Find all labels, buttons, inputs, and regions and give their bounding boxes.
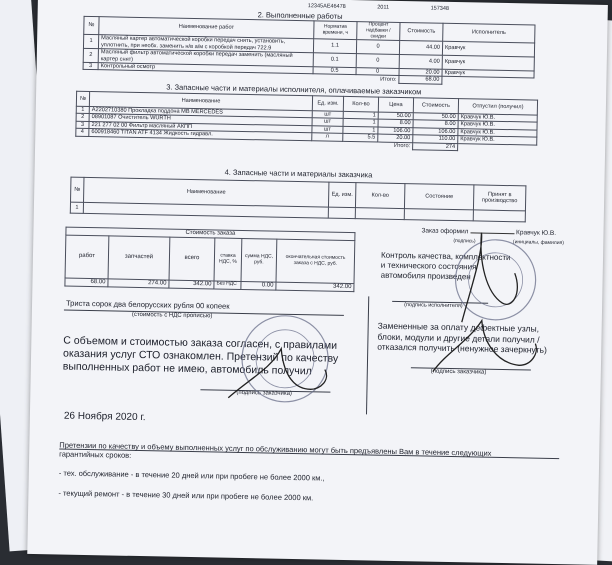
parts-exec-cell-qty: 1 xyxy=(343,111,378,119)
divider xyxy=(366,296,369,414)
parts-exec-cell-qty: 1 xyxy=(343,126,378,134)
parts-exec-cell-name: A2202710380 Прокладка поддона MB MERCEDES xyxy=(89,107,312,119)
header-strip xyxy=(308,3,449,12)
cost-header-final: окончательная стоимость заказа с НДС, руб. xyxy=(276,239,355,283)
parts-exec-cell-cost: 106.00 xyxy=(413,128,458,136)
works-total-value: 68.00 xyxy=(399,76,442,84)
cost-header-total: всего xyxy=(169,237,215,281)
parts-client-cell-num: 1 xyxy=(70,202,83,213)
parts-exec-cell-unit: л xyxy=(312,133,343,141)
works-cell-name: Масляный фильтр автоматической коробки передач заменить (масляный картер снят) xyxy=(98,49,313,67)
works-cell-norm: 1.1 xyxy=(313,39,356,54)
works-cell-norm: 0.1 xyxy=(313,53,356,68)
works-cell-norm: 0.5 xyxy=(313,67,356,75)
amount-caption: (стоимость с НДС прописью) xyxy=(131,311,213,320)
works-cell-name: Контрольный осмотр xyxy=(98,63,313,75)
parts-client-header-num: № xyxy=(71,177,84,202)
parts-exec-header-price: Цена xyxy=(378,97,413,113)
parts-client-title: 4. Запасные части и материалы заказчика xyxy=(224,167,373,180)
works-header-exec: Исполнитель xyxy=(443,23,535,43)
parts-exec-cell-unit: шт xyxy=(312,118,343,126)
works-table xyxy=(82,16,535,86)
parts-exec-total-value: 274 xyxy=(413,142,458,150)
order-sig-caption: (подпись) xyxy=(453,238,476,245)
parts-exec-header-unit: Ед. изм. xyxy=(312,96,343,112)
parts-exec-header-name: Наименование xyxy=(89,92,312,111)
signature-client-2 xyxy=(427,312,548,384)
cost-value-total: 342.00 xyxy=(169,280,214,289)
parts-client-header-accepted: Принят в производство xyxy=(473,185,525,211)
parts-exec-cell-cost: 50.00 xyxy=(413,113,458,121)
parts-exec-cell-who: Кравчук Ю.В. xyxy=(458,128,537,137)
parts-exec-cell-name: 08901087 Очиститель WURTH xyxy=(89,114,312,126)
parts-exec-cell-price: 50.00 xyxy=(378,112,413,120)
parts-exec-header-num: № xyxy=(76,91,89,106)
parts-exec-cell-name: 221 277 02 00 Фильтр масляный АКПП xyxy=(89,121,312,133)
date: 26 Ноября 2020 г. xyxy=(63,410,146,424)
cost-value-parts: 274.00 xyxy=(108,279,169,288)
cost-value-vat-rate: Без НДС xyxy=(214,281,241,289)
works-header-norm: Норматив времени, ч xyxy=(314,21,357,40)
works-cell-pct: 0 xyxy=(356,54,399,69)
parts-exec-cell-who: Кравчук Ю.В. xyxy=(458,121,537,130)
works-header-pct: Процент надбавки / скидки xyxy=(357,22,400,41)
order-name: Кравчук Ю.В. xyxy=(516,229,557,237)
cost-header-vat-sum: сумма НДС, руб. xyxy=(241,238,277,282)
parts-exec-title: 3. Запасные части и материалы исполнителя, оплачиваемые заказчиком xyxy=(166,82,422,97)
cost-header-parts: запчастей xyxy=(108,236,170,280)
parts-exec-cell-who: Кравчук Ю.В. xyxy=(458,114,537,123)
works-cell-cost: 44.00 xyxy=(399,41,442,56)
header-strip-b: 2011 xyxy=(377,4,390,11)
cost-header-row xyxy=(65,235,355,284)
exec-sig-caption: (подпись исполнителя) xyxy=(404,302,463,310)
works-cell-pct: 0 xyxy=(356,68,399,76)
replaced-text: Замененные за оплату дефектные узлы, блоки, модули и другие детали получил / отказался получить (ненужное зачеркнуть) xyxy=(377,320,547,356)
works-title: 2. Выполненные работы xyxy=(257,10,343,21)
agree-text: С объемом и стоимостью заказа согласен, с правилами оказания услуг СТО ознакомлен. Претензий по качеству выполненных работ не имею, автомобиль получил xyxy=(62,334,339,378)
claims-item-1: - тех. обслуживание - в течение 20 дней или при пробеге не более 2000 км., xyxy=(58,468,325,483)
parts-exec-header-who: Отпустил (получил) xyxy=(458,99,537,116)
works-cell-num: 2 xyxy=(83,48,98,62)
works-total-label: Итого: xyxy=(380,76,397,83)
parts-exec-total-label: Итого: xyxy=(393,142,411,150)
parts-client-header-unit: Ед. изм. xyxy=(328,182,355,208)
works-cell-num: 1 xyxy=(83,35,98,49)
parts-exec-cell-num: 3 xyxy=(76,121,89,129)
works-cell-exec: Кравчук xyxy=(442,55,534,71)
header-strip-c: 157348 xyxy=(430,5,450,12)
works-header-num: № xyxy=(84,16,99,35)
claims-item-2: - текущий ремонт - в течение 30 дней или при пробеге не более 2000 км. xyxy=(58,488,314,503)
client-sig-caption: (подпись заказчика) xyxy=(236,389,293,397)
cost-table xyxy=(64,227,355,292)
client-sig-caption-2: (подпись заказчика) xyxy=(430,368,487,376)
works-cell-name: Масляный картер автоматической коробки передач снять, установить, уплотнить, при необх. заменить н/в а/м с коробкой передач 722.9 xyxy=(98,35,313,53)
parts-exec-cell-name: 600918460 TITAN ATF 4134 Жидкость гидравл. xyxy=(89,129,312,141)
parts-exec-cell-cost: 8.00 xyxy=(413,120,458,128)
claims-intro: Претензии по качеству и объему выполненных услуг по обслуживанию могут быть предъявлены Вам в течение следующих гарантийных сроков: xyxy=(59,440,492,461)
cost-header-vat-rate: ставка НДС, % xyxy=(214,238,242,282)
works-cell-exec: Кравчук xyxy=(442,42,534,58)
parts-exec-table xyxy=(75,91,538,153)
works-header-cost: Стоимость xyxy=(400,22,443,41)
parts-exec-cell-qty: 1 xyxy=(343,119,378,127)
cost-title: Стоимость заказа xyxy=(66,227,355,240)
parts-exec-cell-price: 8.00 xyxy=(378,119,413,127)
parts-client-table xyxy=(70,177,527,223)
parts-exec-cell-price: 20.00 xyxy=(378,134,413,142)
header-strip-a: 12345АЕ46478 xyxy=(307,3,346,10)
cost-value-final: 342.00 xyxy=(276,282,354,291)
parts-exec-header-cost: Стоимость xyxy=(413,98,458,114)
quality-text: Контроль качества, комплектности и технического состояния автомобиля произведен xyxy=(380,250,511,282)
parts-exec-cell-num: 4 xyxy=(76,129,89,137)
parts-exec-header-qty: Кол-во xyxy=(343,96,378,112)
parts-client-header-name: Наименование xyxy=(84,177,329,207)
cost-header-work: работ xyxy=(65,235,109,279)
works-cell-num: 3 xyxy=(83,62,98,70)
parts-exec-cell-cost: 110.00 xyxy=(413,135,458,143)
parts-exec-cell-who: Кравчук Ю.В. xyxy=(458,136,537,145)
order-name-caption: (инициалы, фамилия) xyxy=(512,239,564,247)
parts-client-header-qty: Кол-во xyxy=(355,183,404,209)
works-cell-cost: 20.00 xyxy=(399,68,442,76)
parts-exec-cell-unit: шт xyxy=(312,126,343,134)
parts-exec-cell-qty: 5.5 xyxy=(343,134,378,142)
works-cell-exec: Кравчук xyxy=(442,69,534,78)
parts-exec-cell-num: 2 xyxy=(76,114,89,122)
parts-exec-cell-num: 1 xyxy=(76,106,89,114)
cost-value-vat-sum: 0.00 xyxy=(241,281,276,290)
parts-client-header-state: Состояние xyxy=(404,184,473,210)
cost-value-work: 68.00 xyxy=(65,278,108,287)
signature-client-1 xyxy=(220,338,342,420)
works-cell-cost: 4.00 xyxy=(399,55,442,70)
amount-words: Триста сорок два белорусских рубля 00 копеек xyxy=(65,298,230,311)
works-header-name: Наименование работ xyxy=(99,17,314,39)
work-order-document xyxy=(27,0,608,565)
parts-exec-cell-unit: шт xyxy=(312,111,343,119)
parts-exec-cell-price: 106.00 xyxy=(378,127,413,135)
works-cell-pct: 0 xyxy=(356,40,399,55)
order-label: Заказ оформил xyxy=(421,227,469,236)
